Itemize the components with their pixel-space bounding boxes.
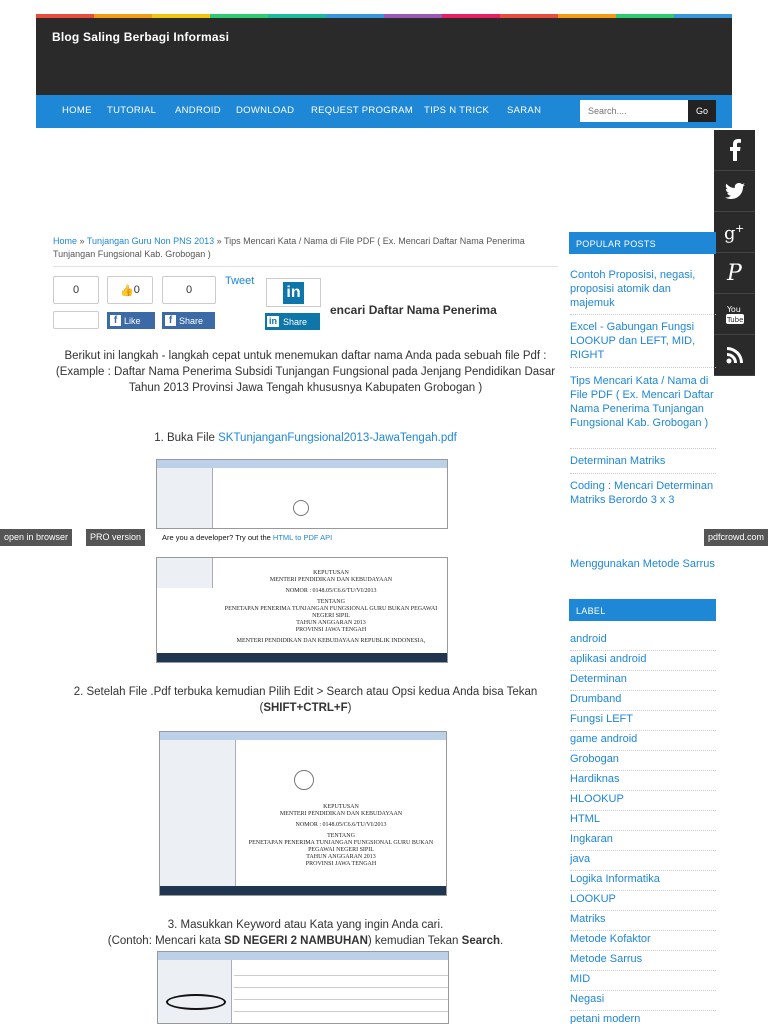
label-link[interactable]: MID	[570, 971, 716, 991]
nav-android[interactable]: ANDROID	[175, 105, 221, 116]
label-link[interactable]: petani modern	[570, 1011, 716, 1024]
label-link[interactable]: HTML	[570, 811, 716, 831]
label-link[interactable]: Drumband	[570, 691, 716, 711]
popular-post-link[interactable]: Excel - Gabungan Fungsi LOOKUP dan LEFT, MID, RIGHT	[570, 321, 696, 361]
popular-post-link[interactable]: Menggunakan Metode Sarrus	[570, 558, 715, 570]
intro-paragraph: Berikut ini langkah - langkah cepat untuk menemukan daftar nama Anda pada sebuah file Pdf : (Example : Daftar Nama Penerima Subsidi Tunjangan Fungsional pada Jenjang Pendidikan Dasar Tahun 2013 Provinsi Jawa Tengah khususnya Kabupaten Grobogan )	[55, 350, 556, 394]
tweet-button[interactable]: Tweet	[225, 275, 255, 287]
doc-line: KEPUTUSAN	[323, 804, 359, 810]
pinterest-icon[interactable]	[714, 253, 755, 294]
document-text	[236, 804, 446, 868]
google-plus-icon[interactable]	[714, 212, 755, 253]
window-titlebar	[157, 460, 447, 468]
divider	[570, 367, 716, 368]
breadcrumb	[53, 235, 558, 261]
linkedin-share-button[interactable]	[265, 313, 320, 330]
doc-line: MENTERI PENDIDIKAN DAN KEBUDAYAAN	[279, 811, 403, 817]
breadcrumb-current: Tips Mencari Kata / Nama di File PDF ( Ex. Mencari Daftar Nama Penerima Tunjangan Fungsional Kab. Grobogan )	[53, 236, 525, 259]
search-panel	[160, 740, 236, 888]
svg-text:+: +	[734, 222, 744, 235]
label-link[interactable]: Matriks	[570, 911, 716, 931]
go-button[interactable]: Go	[688, 100, 716, 122]
doc-line: TAHUN ANGGARAN 2013	[306, 854, 376, 860]
pdfcrowd-bar	[0, 529, 768, 546]
doc-line: TAHUN ANGGARAN 2013	[296, 620, 366, 626]
label-link[interactable]: android	[570, 631, 716, 651]
rss-icon[interactable]	[714, 335, 755, 376]
post-title-fragment: encari Daftar Nama Penerima	[330, 303, 497, 317]
linkedin-icon: in	[283, 282, 303, 304]
taskbar	[157, 653, 447, 662]
search-panel	[158, 960, 232, 1024]
label-link[interactable]: Ingkaran	[570, 831, 716, 851]
label-link[interactable]: java	[570, 851, 716, 871]
pro-version-link[interactable]: PRO version	[86, 529, 145, 546]
step-3-text: ) kemudian Tekan	[367, 935, 462, 947]
label-link[interactable]: Determinan	[570, 671, 716, 691]
doc-line: MENTERI PENDIDIKAN DAN KEBUDAYAAN	[269, 577, 393, 583]
popular-post-link[interactable]: Contoh Proposisi, negasi, proposisi atomik dan majemuk	[570, 269, 696, 309]
twitter-icon[interactable]	[714, 171, 755, 212]
color-stripe	[36, 14, 732, 18]
screenshot-search-panel	[159, 731, 447, 896]
label-link[interactable]: Logika Informatika	[570, 871, 716, 891]
pdf-file-link[interactable]: SKTunjanganFungsional2013-JawaTengah.pdf	[218, 432, 457, 444]
emblem-icon	[294, 770, 314, 790]
paren: )	[347, 702, 352, 714]
like-count: 0	[133, 284, 140, 296]
screenshot-acrobat-doc	[156, 557, 448, 663]
label-link[interactable]: game android	[570, 731, 716, 751]
facebook-icon: f	[110, 315, 121, 326]
step-1-text: 1. Buka File	[154, 432, 219, 444]
nav-home[interactable]: HOME	[62, 105, 92, 116]
label-link[interactable]: Grobogan	[570, 751, 716, 771]
document-text	[217, 570, 445, 645]
paren: (	[259, 702, 264, 714]
doc-line: PENETAPAN PENERIMA TUNJANGAN FUNGSIONAL GURU BUKAN PEGAWAI NEGERI SIPIL	[248, 840, 434, 853]
doc-line: NOMOR : 0148.05/C6.6/TU/VI/2013	[295, 822, 387, 828]
label-link[interactable]: aplikasi android	[570, 651, 716, 671]
svg-text:You: You	[726, 305, 741, 314]
breadcrumb-category[interactable]: Tunjangan Guru Non PNS 2013	[86, 236, 215, 246]
share-counter: 0	[53, 276, 99, 304]
screenshot-search-results	[157, 951, 449, 1024]
doc-line: TENTANG	[327, 833, 355, 839]
facebook-icon[interactable]	[714, 130, 755, 171]
pdfcrowd-brand[interactable]: pdfcrowd.com	[704, 529, 768, 546]
label-heading: LABEL	[569, 599, 716, 621]
search-keyword: SD NEGERI 2 NAMBUHAN	[224, 935, 368, 947]
linkedin-share-label: Share	[283, 316, 308, 327]
label-link[interactable]: Metode Sarrus	[570, 951, 716, 971]
step-3-line-1: 3. Masukkan Keyword atau Kata yang ingin Anda cari.	[167, 919, 444, 931]
doc-line: MENTERI PENDIDIKAN DAN KEBUDAYAAN REPUBLIK INDONESIA,	[236, 638, 426, 644]
divider	[53, 266, 558, 267]
label-link[interactable]: Fungsi LEFT	[570, 711, 716, 731]
linkedin-icon: in	[269, 316, 277, 326]
step-1	[53, 430, 558, 446]
results-table	[234, 964, 448, 1022]
search-word: Search	[461, 935, 501, 947]
facebook-like-button[interactable]	[107, 312, 155, 329]
nav-tutorial[interactable]: TUTORIAL	[107, 105, 157, 116]
breadcrumb-home[interactable]: Home	[53, 236, 78, 246]
doc-line: TENTANG	[317, 599, 345, 605]
popular-post-link[interactable]: Tips Mencari Kata / Nama di File PDF ( Ex. Mencari Daftar Nama Penerima Tunjangan Fungsional Kab. Grobogan )	[570, 375, 714, 429]
divider	[570, 448, 716, 449]
pdfcrowd-message	[162, 533, 332, 542]
label-link[interactable]: HLOOKUP	[570, 791, 716, 811]
breadcrumb-separator: »	[79, 236, 85, 246]
step-3-text: (Contoh: Mencari kata	[107, 935, 225, 947]
popular-post-link[interactable]: Coding : Mencari Determinan Matriks Berordo 3 x 3	[570, 480, 714, 506]
share-count: 0	[162, 276, 216, 304]
thumbs-up-icon: 👍	[120, 284, 134, 297]
nav-download[interactable]: DOWNLOAD	[236, 105, 295, 116]
search-input[interactable]	[580, 100, 688, 122]
taskbar	[160, 886, 446, 895]
label-link[interactable]: Metode Kofaktor	[570, 931, 716, 951]
doc-line: PROVINSI JAWA TENGAH	[295, 627, 367, 633]
html-to-pdf-link[interactable]: HTML to PDF API	[272, 533, 333, 542]
step-3-text: .	[500, 935, 504, 947]
svg-text:P: P	[726, 262, 742, 284]
label-link[interactable]: LOOKUP	[570, 891, 716, 911]
doc-line: KEPUTUSAN	[313, 570, 349, 576]
menu-panel	[157, 468, 213, 529]
share-counter-empty	[53, 311, 99, 329]
share-label: Share	[179, 315, 204, 326]
window-titlebar	[160, 732, 446, 740]
facebook-share-button[interactable]	[162, 312, 215, 329]
menu-panel	[157, 558, 213, 588]
screenshot-acrobat-open	[156, 459, 448, 529]
window-titlebar	[158, 952, 448, 960]
popular-posts-heading: POPULAR POSTS	[569, 232, 716, 254]
header-band	[36, 14, 732, 95]
breadcrumb-separator: »	[216, 236, 222, 246]
emblem-icon	[293, 500, 309, 516]
svg-text:g: g	[723, 223, 736, 243]
svg-text:Tube: Tube	[726, 316, 743, 324]
label-link[interactable]: Hardiknas	[570, 771, 716, 791]
step-2-text: 2. Setelah File .Pdf terbuka kemudian Pilih Edit > Search atau Opsi kedua Anda bisa Tekan	[73, 686, 538, 698]
nav-saran[interactable]: SARAN	[507, 105, 542, 116]
doc-line: NOMOR : 0148.05/C6.6/TU/VI/2013	[285, 588, 377, 594]
step-2	[53, 684, 558, 716]
step-3	[53, 917, 558, 949]
like-counter	[107, 276, 153, 304]
like-label: Like	[124, 315, 141, 326]
linkedin-counter	[266, 278, 321, 307]
shortcut-keys: SHIFT+CTRL+F	[263, 702, 348, 714]
label-link[interactable]: Negasi	[570, 991, 716, 1011]
nav-tips-n-trick[interactable]: TIPS N TRICK	[424, 105, 490, 116]
pdfcrowd-message-text: Are you a developer? Try out the	[162, 533, 273, 542]
open-in-browser-link[interactable]: open in browser	[0, 529, 72, 546]
nav-request-program[interactable]: REQUEST PROGRAM	[311, 105, 413, 116]
highlight-circle	[166, 994, 226, 1010]
divider	[570, 314, 716, 315]
blog-title[interactable]: Blog Saling Berbagi Informasi	[52, 30, 230, 44]
youtube-icon[interactable]	[714, 294, 755, 335]
divider	[570, 473, 716, 474]
popular-post-link[interactable]: Determinan Matriks	[570, 455, 666, 467]
facebook-icon: f	[165, 315, 176, 326]
doc-line: PROVINSI JAWA TENGAH	[305, 861, 377, 867]
doc-line: PENETAPAN PENERIMA TUNJANGAN FUNGSIONAL GURU BUKAN PEGAWAI NEGERI SIPIL	[224, 606, 438, 619]
